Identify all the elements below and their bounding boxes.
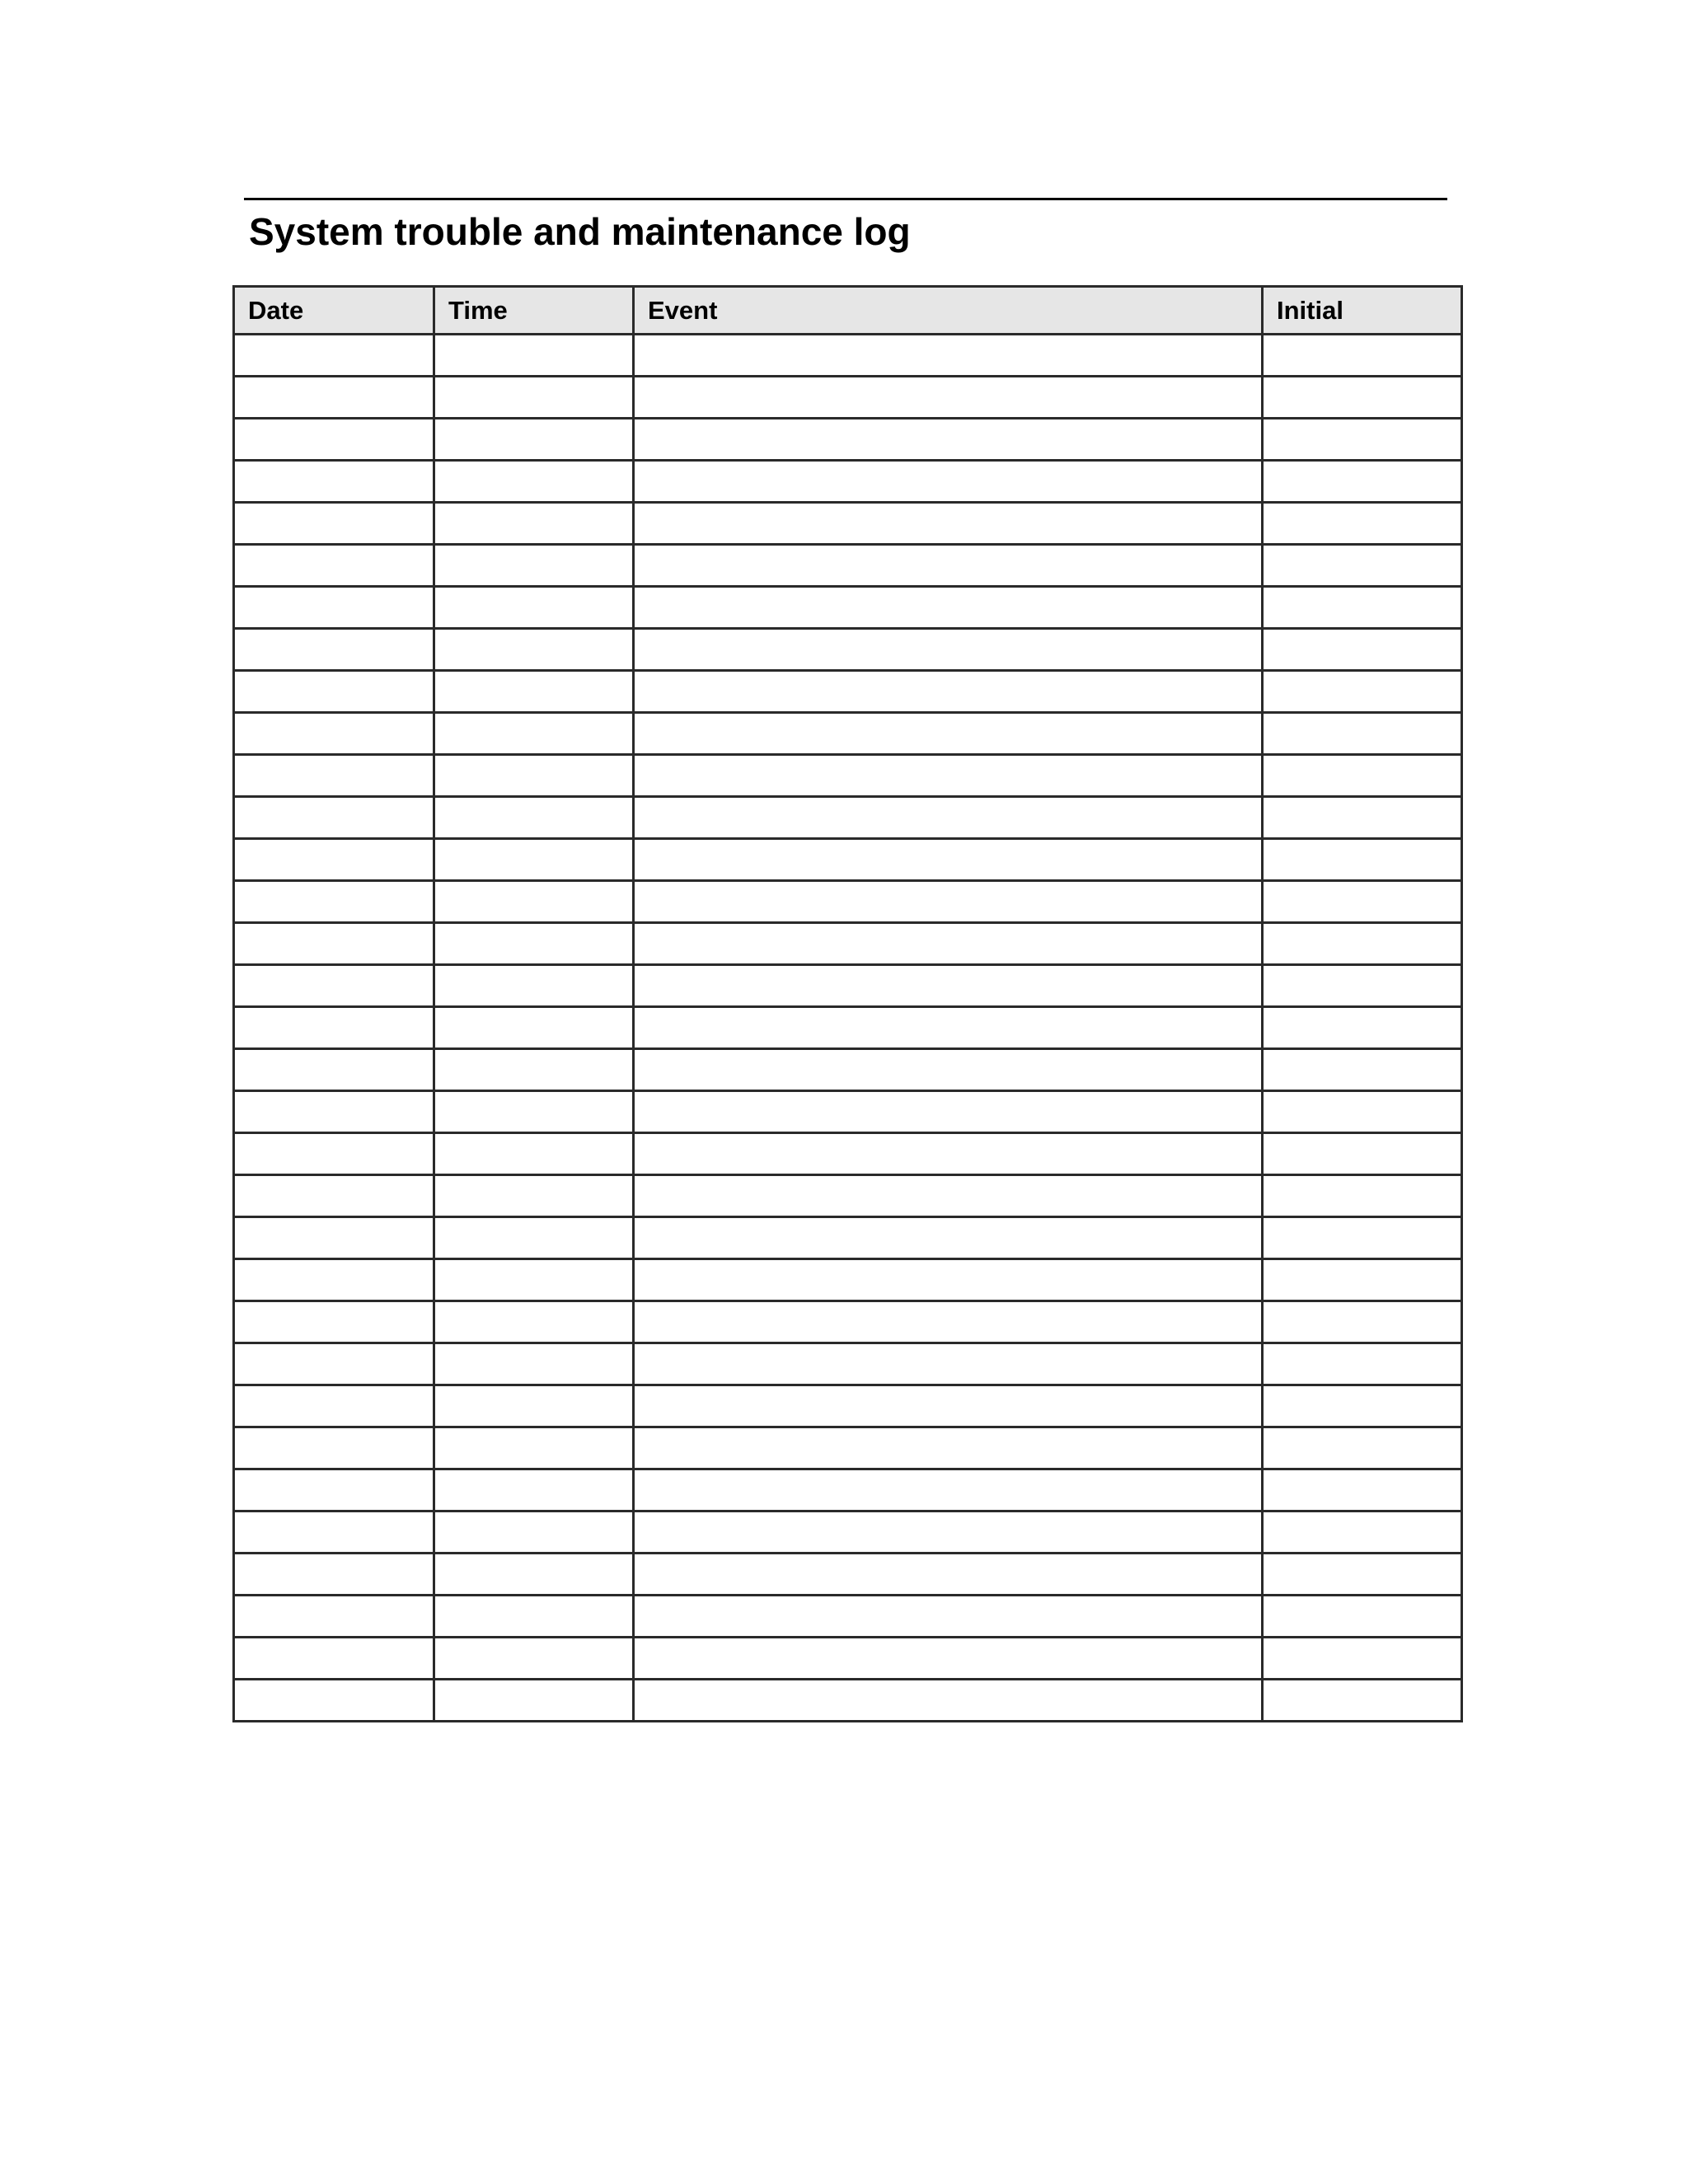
event-cell[interactable] [634,335,1263,377]
date-cell[interactable] [234,545,434,587]
time-cell[interactable] [434,503,634,545]
date-cell[interactable] [234,1638,434,1680]
initial-cell[interactable] [1263,1091,1462,1133]
initial-cell[interactable] [1263,1596,1462,1638]
initial-cell[interactable] [1263,1301,1462,1343]
table-row [234,1680,1462,1722]
event-cell[interactable] [634,377,1263,419]
initial-cell[interactable] [1263,1007,1462,1049]
event-cell[interactable] [634,1385,1263,1427]
date-cell[interactable] [234,1133,434,1175]
table-row [234,629,1462,671]
event-cell[interactable] [634,1638,1263,1680]
date-cell[interactable] [234,1049,434,1091]
table-row [234,671,1462,713]
event-cell[interactable] [634,671,1263,713]
date-cell[interactable] [234,1301,434,1343]
date-cell[interactable] [234,629,434,671]
table-row [234,1638,1462,1680]
date-cell[interactable] [234,1554,434,1596]
table-row [234,1427,1462,1469]
time-cell[interactable] [434,545,634,587]
time-cell[interactable] [434,377,634,419]
date-cell[interactable] [234,839,434,881]
initial-cell[interactable] [1263,839,1462,881]
date-cell[interactable] [234,419,434,461]
event-cell[interactable] [634,587,1263,629]
column-header-initial: Initial [1263,287,1462,335]
table-row [234,1175,1462,1217]
initial-cell[interactable] [1263,1469,1462,1511]
table-row [234,713,1462,755]
event-cell[interactable] [634,1301,1263,1343]
date-cell[interactable] [234,923,434,965]
column-header-time: Time [434,287,634,335]
time-cell[interactable] [434,671,634,713]
initial-cell[interactable] [1263,629,1462,671]
initial-cell[interactable] [1263,1385,1462,1427]
time-cell[interactable] [434,1217,634,1259]
table-header-row [234,287,1462,335]
date-cell[interactable] [234,1427,434,1469]
initial-cell[interactable] [1263,1133,1462,1175]
time-cell[interactable] [434,1469,634,1511]
time-cell[interactable] [434,1007,634,1049]
event-cell[interactable] [634,1007,1263,1049]
table-row [234,335,1462,377]
date-cell[interactable] [234,1596,434,1638]
table-row [234,881,1462,923]
title-rule [244,198,1447,200]
table-row [234,1301,1462,1343]
event-cell[interactable] [634,713,1263,755]
event-cell[interactable] [634,1554,1263,1596]
date-cell[interactable] [234,461,434,503]
event-cell[interactable] [634,1680,1263,1722]
initial-cell[interactable] [1263,1343,1462,1385]
time-cell[interactable] [434,1175,634,1217]
column-header-date: Date [234,287,434,335]
table-row [234,503,1462,545]
time-cell[interactable] [434,797,634,839]
time-cell[interactable] [434,1511,634,1554]
date-cell[interactable] [234,1343,434,1385]
event-cell[interactable] [634,461,1263,503]
date-cell[interactable] [234,1385,434,1427]
initial-cell[interactable] [1263,503,1462,545]
event-cell[interactable] [634,797,1263,839]
time-cell[interactable] [434,1259,634,1301]
time-cell[interactable] [434,1385,634,1427]
event-cell[interactable] [634,1217,1263,1259]
initial-cell[interactable] [1263,1511,1462,1554]
time-cell[interactable] [434,839,634,881]
initial-cell[interactable] [1263,1554,1462,1596]
table-row [234,797,1462,839]
time-cell[interactable] [434,1049,634,1091]
initial-cell[interactable] [1263,377,1462,419]
time-cell[interactable] [434,881,634,923]
event-cell[interactable] [634,923,1263,965]
initial-cell[interactable] [1263,545,1462,587]
date-cell[interactable] [234,1511,434,1554]
initial-cell[interactable] [1263,755,1462,797]
time-cell[interactable] [434,713,634,755]
table-row [234,419,1462,461]
event-cell[interactable] [634,1259,1263,1301]
date-cell[interactable] [234,503,434,545]
date-cell[interactable] [234,1091,434,1133]
event-cell[interactable] [634,755,1263,797]
time-cell[interactable] [434,1638,634,1680]
time-cell[interactable] [434,1343,634,1385]
table-row [234,1596,1462,1638]
table-row [234,1259,1462,1301]
initial-cell[interactable] [1263,713,1462,755]
initial-cell[interactable] [1263,1049,1462,1091]
table-row [234,839,1462,881]
initial-cell[interactable] [1263,1217,1462,1259]
table-row [234,1133,1462,1175]
time-cell[interactable] [434,1133,634,1175]
date-cell[interactable] [234,1469,434,1511]
time-cell[interactable] [434,755,634,797]
event-cell[interactable] [634,881,1263,923]
table-row [234,755,1462,797]
event-cell[interactable] [634,1511,1263,1554]
event-cell[interactable] [634,1469,1263,1511]
time-cell[interactable] [434,629,634,671]
event-cell[interactable] [634,965,1263,1007]
table-row [234,1343,1462,1385]
table-row [234,377,1462,419]
event-cell[interactable] [634,1049,1263,1091]
date-cell[interactable] [234,713,434,755]
date-cell[interactable] [234,377,434,419]
initial-cell[interactable] [1263,965,1462,1007]
table-row [234,461,1462,503]
table-row [234,1049,1462,1091]
time-cell[interactable] [434,1427,634,1469]
date-cell[interactable] [234,965,434,1007]
event-cell[interactable] [634,503,1263,545]
date-cell[interactable] [234,797,434,839]
date-cell[interactable] [234,881,434,923]
table-row [234,1091,1462,1133]
table-row [234,587,1462,629]
initial-cell[interactable] [1263,797,1462,839]
date-cell[interactable] [234,335,434,377]
time-cell[interactable] [434,335,634,377]
log-table-body [234,335,1462,1722]
table-row [234,1469,1462,1511]
table-row [234,923,1462,965]
time-cell[interactable] [434,965,634,1007]
date-cell[interactable] [234,1217,434,1259]
table-row [234,1385,1462,1427]
time-cell[interactable] [434,923,634,965]
table-row [234,1511,1462,1554]
initial-cell[interactable] [1263,671,1462,713]
time-cell[interactable] [434,1301,634,1343]
date-cell[interactable] [234,755,434,797]
initial-cell[interactable] [1263,419,1462,461]
time-cell[interactable] [434,1554,634,1596]
event-cell[interactable] [634,1343,1263,1385]
event-cell[interactable] [634,1133,1263,1175]
initial-cell[interactable] [1263,1259,1462,1301]
table-row [234,965,1462,1007]
date-cell[interactable] [234,1175,434,1217]
initial-cell[interactable] [1263,1680,1462,1722]
time-cell[interactable] [434,587,634,629]
date-cell[interactable] [234,587,434,629]
event-cell[interactable] [634,839,1263,881]
event-cell[interactable] [634,629,1263,671]
event-cell[interactable] [634,1091,1263,1133]
initial-cell[interactable] [1263,1427,1462,1469]
event-cell[interactable] [634,545,1263,587]
initial-cell[interactable] [1263,881,1462,923]
event-cell[interactable] [634,419,1263,461]
initial-cell[interactable] [1263,923,1462,965]
event-cell[interactable] [634,1596,1263,1638]
date-cell[interactable] [234,1259,434,1301]
table-row [234,545,1462,587]
table-row [234,1217,1462,1259]
initial-cell[interactable] [1263,1175,1462,1217]
table-row [234,1007,1462,1049]
initial-cell[interactable] [1263,335,1462,377]
time-cell[interactable] [434,1680,634,1722]
date-cell[interactable] [234,1007,434,1049]
log-table [232,285,1463,1722]
initial-cell[interactable] [1263,461,1462,503]
event-cell[interactable] [634,1175,1263,1217]
event-cell[interactable] [634,1427,1263,1469]
time-cell[interactable] [434,461,634,503]
page-title: System trouble and maintenance log [249,210,911,253]
date-cell[interactable] [234,1680,434,1722]
date-cell[interactable] [234,671,434,713]
time-cell[interactable] [434,1091,634,1133]
table-row [234,1554,1462,1596]
time-cell[interactable] [434,419,634,461]
initial-cell[interactable] [1263,587,1462,629]
column-header-event: Event [634,287,1263,335]
initial-cell[interactable] [1263,1638,1462,1680]
time-cell[interactable] [434,1596,634,1638]
